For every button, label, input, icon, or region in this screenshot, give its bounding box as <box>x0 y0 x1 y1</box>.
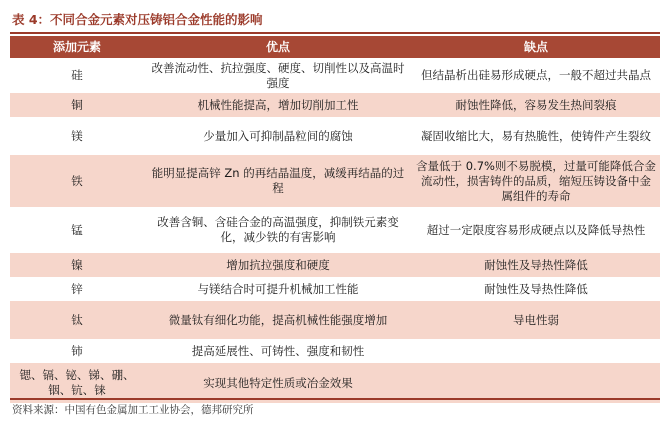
table-row <box>10 155 660 207</box>
cons-cell: 耐蚀性及导热性降低 <box>412 277 660 301</box>
cons-cell: 导电性弱 <box>412 301 660 339</box>
table-row <box>10 117 660 155</box>
table-row <box>10 339 660 363</box>
title-divider <box>10 32 660 34</box>
cons-cell: 含量低于 0.7%则不易脱模，过量可能降低合金流动性，损害铸件的品质，缩短压铸设备中金属组件的寿命 <box>412 155 660 207</box>
element-cell: 铜 <box>10 93 144 117</box>
table-row <box>10 207 660 253</box>
header-cons: 缺点 <box>412 36 660 58</box>
element-cell: 镁 <box>10 117 144 155</box>
element-cell: 铈 <box>10 339 144 363</box>
bottom-divider <box>10 398 660 400</box>
cons-cell <box>412 339 660 363</box>
table-title: 表 4：不同合金元素对压铸铝合金性能的影响 <box>12 12 263 27</box>
header-element: 添加元素 <box>10 36 144 58</box>
element-cell: 铁 <box>10 155 144 207</box>
table-row <box>10 363 660 403</box>
pros-cell: 能明显提高锌 Zn 的再结晶温度，减缓再结晶的过程 <box>144 155 412 207</box>
element-cell: 锰 <box>10 207 144 253</box>
pros-cell: 实现其他特定性质或冶金效果 <box>144 363 412 403</box>
cons-cell: 但结晶析出硅易形成硬点，一般不超过共晶点 <box>412 58 660 93</box>
element-cell: 硅 <box>10 58 144 93</box>
cons-cell: 耐蚀性降低，容易发生热间裂痕 <box>412 93 660 117</box>
header-pros: 优点 <box>144 36 412 58</box>
cons-cell <box>412 363 660 403</box>
element-cell: 镍 <box>10 253 144 277</box>
table-row <box>10 58 660 93</box>
pros-cell: 与镁结合时可提升机械加工性能 <box>144 277 412 301</box>
source-note: 资料来源：中国有色金属加工工业协会，德邦研究所 <box>12 404 254 416</box>
table-row <box>10 277 660 301</box>
cons-cell: 凝固收缩比大，易有热脆性，使铸件产生裂纹 <box>412 117 660 155</box>
header-row <box>10 36 660 58</box>
cons-cell: 耐蚀性及导热性降低 <box>412 253 660 277</box>
pros-cell: 改善流动性、抗拉强度、硬度、切削性以及高温时强度 <box>144 58 412 93</box>
table-row <box>10 93 660 117</box>
table-row <box>10 301 660 339</box>
alloy-element-table <box>10 36 660 403</box>
pros-cell: 增加抗拉强度和硬度 <box>144 253 412 277</box>
pros-cell: 少量加入可抑制晶粒间的腐蚀 <box>144 117 412 155</box>
pros-cell: 提高延展性、可铸性、强度和韧性 <box>144 339 412 363</box>
pros-cell: 微量钛有细化功能，提高机械性能强度增加 <box>144 301 412 339</box>
element-cell: 锌 <box>10 277 144 301</box>
cons-cell: 超过一定限度容易形成硬点以及降低导热性 <box>412 207 660 253</box>
element-cell: 钛 <box>10 301 144 339</box>
table-row <box>10 253 660 277</box>
element-cell: 锶、镉、铋、锑、硼、铟、钪、铼 <box>10 363 144 403</box>
pros-cell: 机械性能提高，增加切削加工性 <box>144 93 412 117</box>
pros-cell: 改善含铜、含硅合金的高温强度，抑制铁元素变化，减少铁的有害影响 <box>144 207 412 253</box>
